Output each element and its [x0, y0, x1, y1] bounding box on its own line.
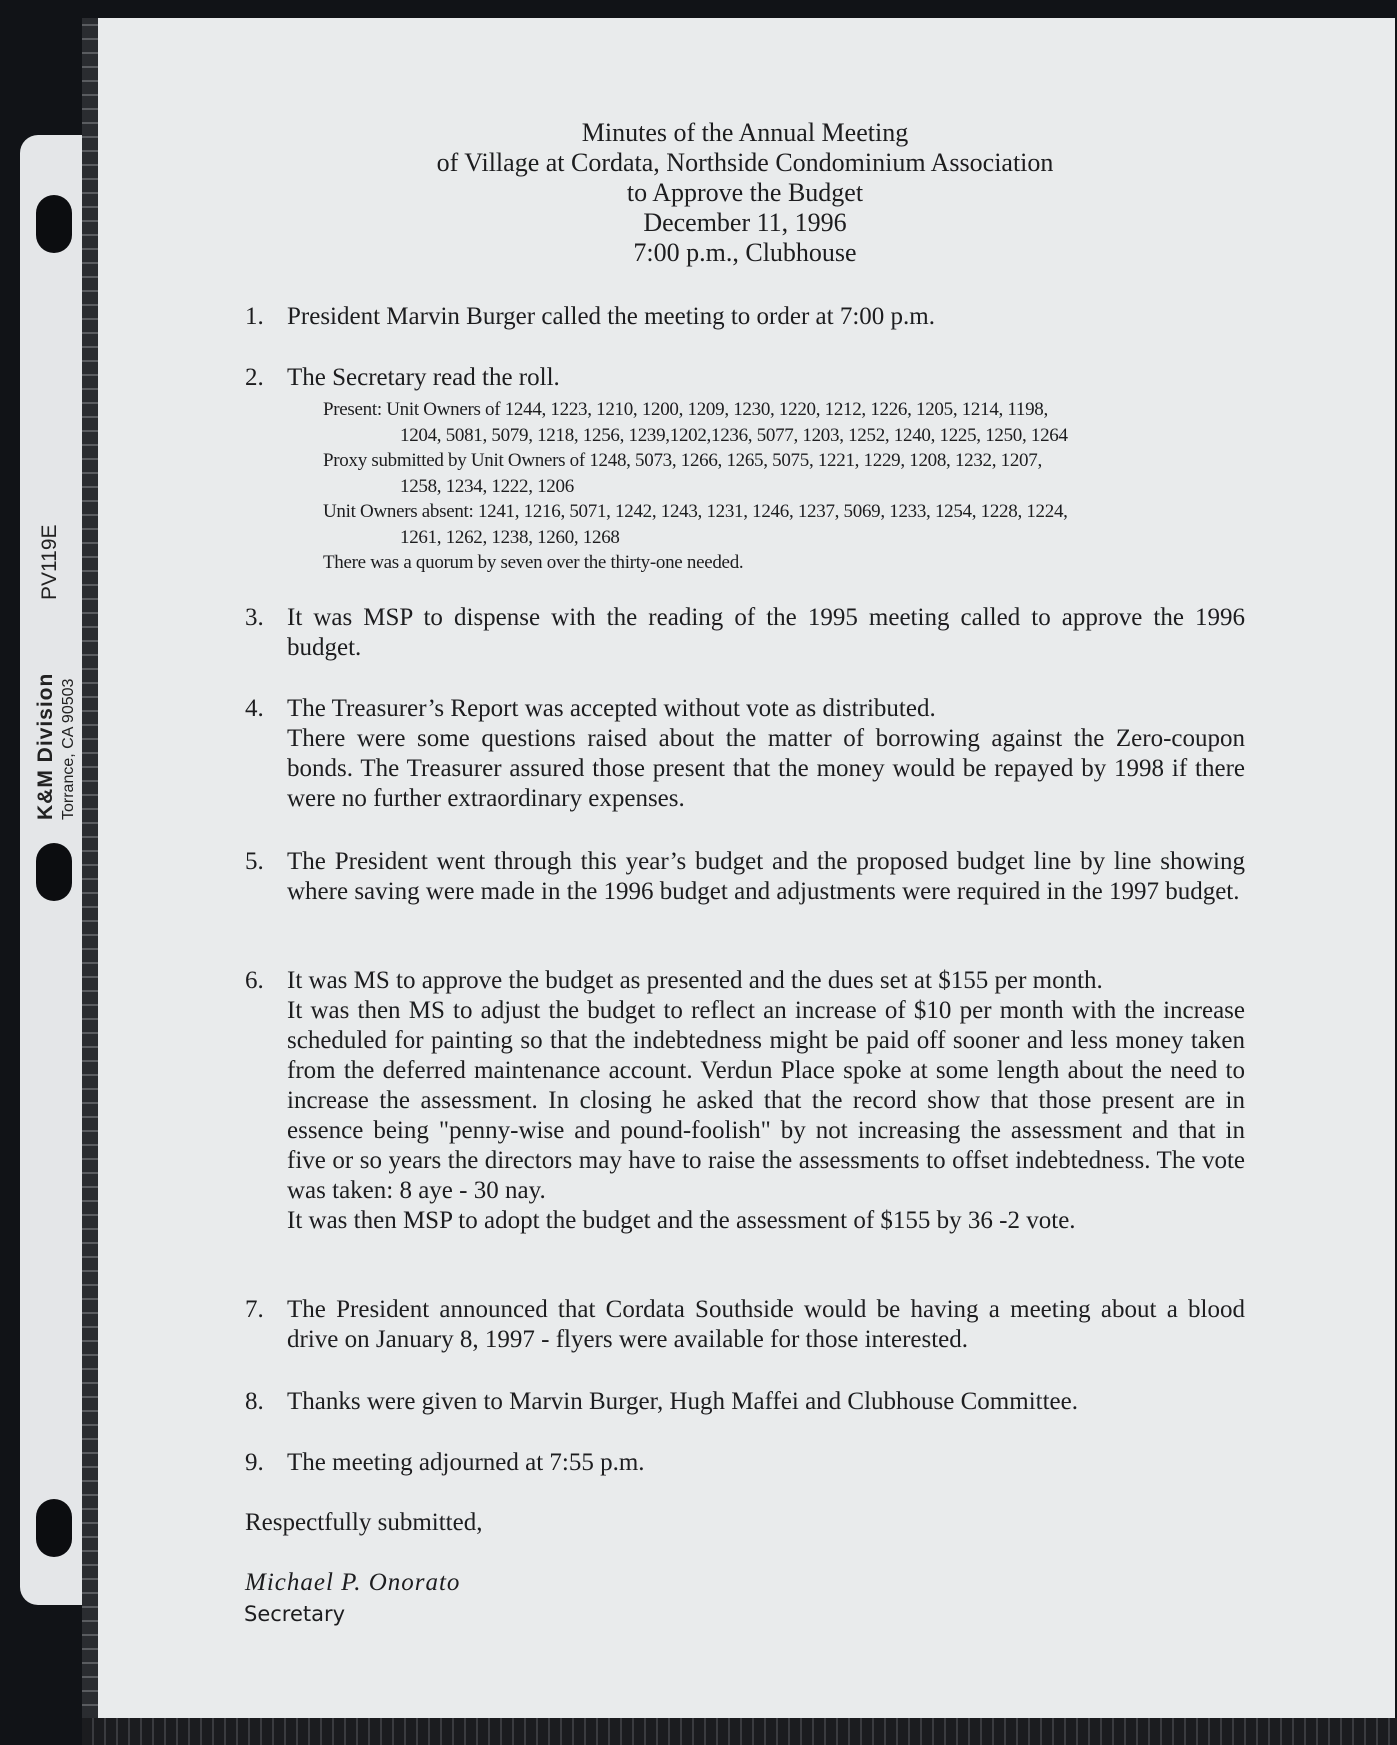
binder-hole — [36, 843, 72, 901]
item-number: 9. — [245, 1449, 264, 1476]
minutes-item — [245, 1387, 1245, 1417]
sleeve-bottom-seam — [82, 1718, 1397, 1745]
item-text: The President went through this year’s budget and the proposed budget line by line showing where saving were made in the 1996 budget and adjustments were required in the 1997 budget. — [287, 848, 1245, 905]
item-text-cont: There were some questions raised about the matter of borrowing against the Zero-coupon bonds. The Treasurer assured those present that the money would be repayed by 1998 if there were no further extraordinary expenses. — [287, 725, 1245, 812]
item-text-cont: It was then MSP to adopt the budget and the assessment of $155 by 36 -2 vote. — [287, 1207, 1076, 1234]
item-text: The meeting adjourned at 7:55 p.m. — [287, 1449, 645, 1476]
minutes-item — [245, 694, 1245, 814]
item-number: 6. — [245, 967, 264, 994]
brand-address: Torrance, CA 90503 — [60, 678, 77, 820]
title-line: Minutes of the Annual Meeting — [581, 118, 909, 147]
document-title — [330, 118, 1160, 268]
product-code: PV119E — [38, 524, 61, 600]
sleeve-seam — [82, 18, 98, 1718]
item-text-cont: It was then MS to adjust the budget to reflect an increase of $10 per month with the increase scheduled for painting so that the indebtedness might be paid off sooner and less money taken from the deferred maintenance account. Verdun Place spoke at some length about the need to increase the assessment. In closing he asked that the record show that those present are in essence being "penny-wise and pound-foolish" by not increasing the assessment and that in five or so years the directors may have to raise the assessments to offset indebtedness. The vote was taken: 8 aye - 30 nay. — [287, 997, 1245, 1204]
item-number: 1. — [245, 303, 264, 330]
item-text: President Marvin Burger called the meeting to order at 7:00 p.m. — [287, 303, 935, 330]
roll-absent: Unit Owners absent: 1241, 1216, 5071, 1242, 1243, 1231, 1246, 1237, 5069, 1233, 1254, 1228, 1224, — [323, 501, 1068, 522]
item-text: The President announced that Cordata Southside would be having a meeting about a blood drive on January 8, 1997 - flyers were available for those interested. — [287, 1296, 1245, 1353]
signer-title: Secretary — [244, 1602, 346, 1626]
signer-name: Michael P. Onorato — [245, 1569, 461, 1596]
title-line: 7:00 p.m., Clubhouse — [633, 238, 857, 267]
item-number: 8. — [245, 1388, 264, 1415]
minutes-item — [245, 1448, 1245, 1478]
roll-absent-cont: 1261, 1262, 1238, 1260, 1268 — [400, 526, 620, 548]
roll-present-cont: 1204, 5081, 5079, 1218, 1256, 1239,1202,1236, 5077, 1203, 1252, 1240, 1225, 1250, 1264 — [400, 424, 1068, 446]
item-text: The Secretary read the roll. — [287, 364, 560, 391]
item-text: Thanks were given to Marvin Burger, Hugh Maffei and Clubhouse Committee. — [287, 1388, 1078, 1415]
item-number: 7. — [245, 1296, 264, 1323]
minutes-item — [245, 1295, 1245, 1355]
quorum-note: There was a quorum by seven over the thirty-one needed. — [323, 552, 744, 573]
title-line: of Village at Cordata, Northside Condominium Association — [436, 148, 1054, 177]
closing-salutation: Respectfully submitted, — [245, 1509, 483, 1536]
item-number: 3. — [245, 604, 264, 631]
roll-present: Present: Unit Owners of 1244, 1223, 1210, 1200, 1209, 1230, 1220, 1212, 1226, 1205, 1214, 1198, — [323, 399, 1048, 420]
item-text: It was MSP to dispense with the reading of the 1995 meeting called to approve the 1996 budget. — [287, 604, 1245, 661]
brand-name: K&M Division — [34, 672, 57, 820]
item-number: 5. — [245, 848, 264, 875]
roll-call — [323, 397, 1243, 576]
minutes-item — [245, 302, 1245, 332]
item-number: 2. — [245, 364, 264, 391]
roll-proxy-cont: 1258, 1234, 1222, 1206 — [400, 475, 574, 497]
item-text: The Treasurer’s Report was accepted without vote as distributed. — [287, 695, 936, 722]
binder-hole — [36, 1499, 72, 1557]
roll-proxy: Proxy submitted by Unit Owners of 1248, 5073, 1266, 1265, 5075, 1221, 1229, 1208, 1232, 1207, — [323, 450, 1042, 471]
minutes-item — [245, 603, 1245, 663]
sleeve-label — [28, 490, 88, 820]
minutes-item — [245, 966, 1245, 1236]
title-line: December 11, 1996 — [643, 208, 847, 237]
item-text: It was MS to approve the budget as presented and the dues set at $155 per month. — [287, 967, 1103, 994]
title-line: to Approve the Budget — [626, 178, 864, 207]
item-number: 4. — [245, 695, 264, 722]
binder-hole — [36, 195, 72, 253]
minutes-item — [245, 847, 1245, 907]
minutes-item — [245, 363, 1245, 393]
